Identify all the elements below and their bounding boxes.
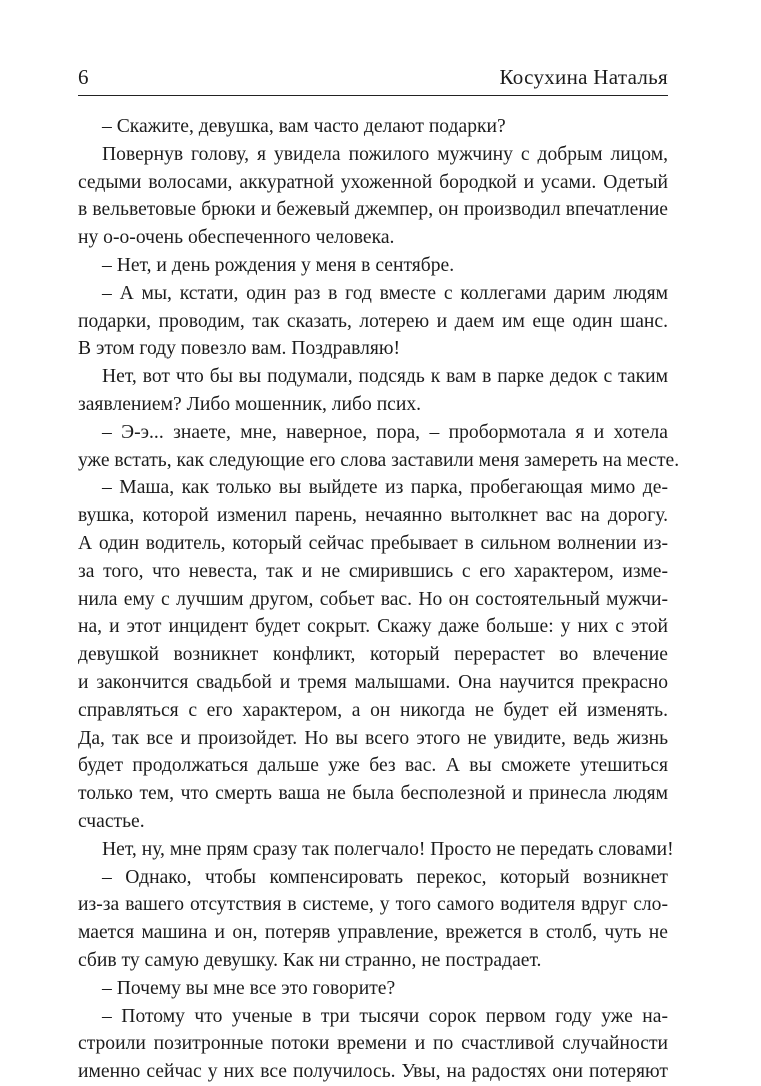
text-line: уже встать, как следующие его слова заставили меня замереть на месте.: [78, 449, 680, 471]
text-line: – Нет, и день рождения у меня в сентябре.: [102, 254, 455, 276]
text-line: в вельветовые брюки и бежевый джемпер, он производил впечатление: [78, 199, 668, 221]
text-line: счастье.: [78, 810, 145, 832]
text-line: – А мы, кстати, один раз в год вместе с коллегами дарим людям: [102, 282, 668, 304]
text-line: подарки, проводим, так сказать, лотерею и даем им еще один шанс.: [78, 310, 668, 332]
text-line: и закончится свадьбой и тремя малышами. Она научится прекрасно: [78, 671, 668, 693]
text-line: В этом году повезло вам. Поздравляю!: [78, 338, 401, 360]
text-line: заявлением? Либо мошенник, либо псих.: [78, 393, 422, 415]
text-line: именно сейчас у них все получилось. Увы, на радостях они потеряют: [78, 1061, 668, 1083]
text-line: – Э-э... знаете, мне, наверное, пора, – пробормотала я и хотела: [102, 421, 668, 443]
page-number: 6: [78, 65, 89, 89]
text-line: вушка, которой изменил парень, нечаянно вытолкнет вас на дорогу.: [78, 505, 668, 527]
running-head: [78, 64, 668, 94]
text-line: сбив ту самую девушку. Как ни странно, не пострадает.: [78, 949, 542, 971]
text-line: за того, что невеста, так и не смирившись с его характером, изме-: [78, 560, 668, 582]
text-line: Нет, вот что бы вы подумали, подсядь к вам в парке дедок с таким: [102, 366, 668, 388]
running-title: Косухина Наталья: [499, 65, 668, 89]
header-rule: [78, 95, 668, 96]
text-line: нила ему с лучшим другом, собьет вас. Но он состоятельный мужчи-: [78, 588, 668, 610]
text-line: – Маша, как только вы выйдете из парка, пробегающая мимо де-: [102, 477, 668, 499]
text-line: – Потому что ученые в три тысячи сорок первом году уже на-: [102, 1005, 668, 1027]
text-line: из-за вашего отсутствия в системе, у того самого водителя вдруг сло-: [78, 894, 668, 916]
text-line: на, и этот инцидент будет сокрыт. Скажу даже больше: у них с этой: [78, 616, 668, 638]
text-line: девушкой возникнет конфликт, который перерастет во влечение: [78, 644, 668, 666]
text-line: – Почему вы мне все это говорите?: [102, 977, 396, 999]
text-line: Да, так все и произойдет. Но вы всего этого не увидите, ведь жизнь: [78, 727, 668, 749]
text-line: – Однако, чтобы компенсировать перекос, который возникнет: [102, 866, 668, 888]
text-line: седыми волосами, аккуратной ухоженной бородкой и усами. Одетый: [78, 171, 668, 193]
text-line: мается машина и он, потеряв управление, врежется в столб, чуть не: [78, 922, 668, 944]
text-line: – Скажите, девушка, вам часто делают подарки?: [102, 116, 506, 137]
text-line: Повернув голову, я увидела пожилого мужчину с добрым лицом,: [102, 143, 668, 165]
body-text: [78, 113, 680, 1086]
text-line: ну о-о-очень обеспеченного человека.: [78, 227, 395, 249]
text-line: будет продолжаться дальше уже без вас. А вы сможете утешиться: [78, 755, 668, 777]
text-line: Нет, ну, мне прям сразу так полегчало! Просто не передать словами!: [102, 838, 674, 860]
text-line: только тем, что смерть ваша не была бесполезной и принесла людям: [78, 783, 668, 805]
text-line: строили позитронные потоки времени и по счастливой случайности: [78, 1033, 668, 1055]
text-line: А один водитель, который сейчас пребывает в сильном волнении из-: [78, 532, 668, 554]
text-line: справляться с его характером, а он никогда не будет ей изменять.: [78, 699, 668, 721]
